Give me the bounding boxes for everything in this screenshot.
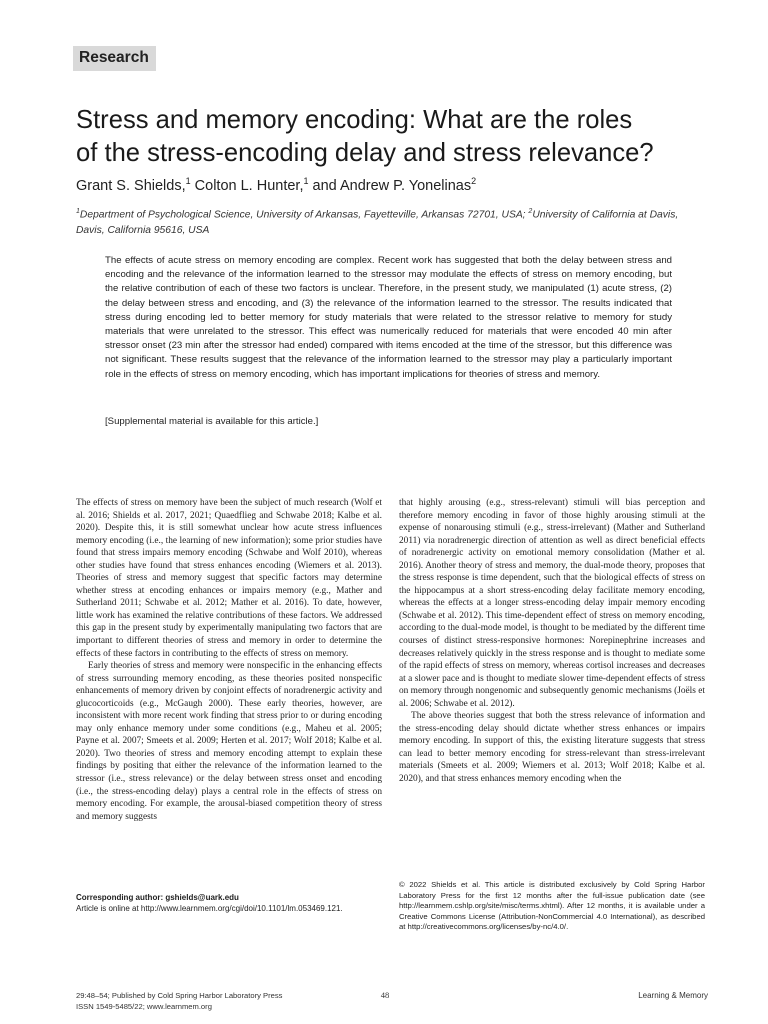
author-1: Grant S. Shields, [76,177,186,194]
author-2: Colton L. Hunter, [194,177,304,194]
affiliation-1: Department of Psychological Science, University of Arkansas, Fayetteville, Arkansas 72701, USA; [79,209,529,221]
title-line-2: of the stress-encoding delay and stress relevance? [76,139,654,167]
body-column-left [76,497,382,823]
body-paragraph: The above theories suggest that both the stress relevance of information and the stress-encoding delay should dictate whether stress enhances or impairs memory encoding. In support of this, the existing literature suggests that stress can lead to better memory encoding for stress-relevant than stress-irrelevant materials (Smeets et al. 2009; Wiemers et al. 2013; Wolf 2018; Kalbe et al. 2020), and that stress enhances memory encoding when the [399,711,705,785]
article-online-link: Article is online at http://www.learnmem.org/cgi/doi/10.1101/lm.053469.121. [76,904,343,913]
correspondence-block [76,892,396,914]
affiliation-1-mark: 1 [76,208,80,215]
abstract: The effects of acute stress on memory encoding are complex. Recent work has suggested that both the delay between stress and encoding and the relevance of the information learned to the stressor may modulate the effects of stress on memory encoding, but the relative contribution of each of these two factors is unclear. Therefore, in the present study, we manipulated (1) acute stress, (2) the delay between stress and encoding, and (3) the relevance of the information learned to the stressor. The results indicated that stress during encoding led to better memory for study materials that were related to the stressor relative to memory for study materials that were unrelated to the stressor. This effect was numerically reduced for materials that were encoded 40 min after stressor onset (23 min after the stressor had ended) compared with items encoded at the time of the stressor, but this difference was not significant. These results suggest that the relevance of the information learned to the stressor may play a particularly important role in the effects of stress on memory encoding, which has important implications for theories of stress and memory. [105,255,672,380]
body-column-right [399,497,705,786]
title-line-1: Stress and memory encoding: What are the roles [76,106,633,134]
affiliation-2-mark: 2 [528,208,533,215]
body-paragraph: The effects of stress on memory have been the subject of much research (Wolf et al. 2016; Shields et al. 2017, 2021; Quaedflieg and Schwabe 2018; Kalbe et al. 2020). Despite this, it is still somewhat unclear how acute stress influences memory encoding (i.e., the learning of new information); some prior studies have found that stress impairs memory encoding (Schwabe and Wolf 2010), whereas other studies have found that stress enhances encoding (Wiemers et al. 2013). Theories of stress and memory suggest that specific factors may determine whether stress at encoding enhances or impairs memory (e.g., Mather and Sutherland 2011; Schwabe et al. 2012; Mather et al. 2016). To date, however, little work has examined the relative contributions of these factors. We addressed this gap in the present study by experimentally manipulating two factors that are important to different theories of stress and memory in order to determine the effects of these factors in contributing to the effects of stress on memory. [76,498,382,659]
author-3: and Andrew P. Yonelinas [312,177,472,194]
license-notice: © 2022 Shields et al. This article is distributed exclusively by Cold Spring Harbor Laboratory Press for the first 12 months after the full-issue publication date (see http://learnmem.cshlp.org/site/misc/terms.xhtml). After 12 months, it is available under a Creative Commons License (Attribution-NonCommercial 4.0 International), as described at http://creativecommons.org/licenses/by-nc/4.0/. [399,880,705,931]
body-paragraph: Early theories of stress and memory were nonspecific in the enhancing effects of stress surrounding memory encoding, as these theories posited nonspecific enhancements of memory driven by conjoint effects of noradrenergic activity and glucocorticoids (e.g., McGaugh 2000). These early theories, however, are inconsistent with more recent work finding that stress prior to or during encoding may only enhance memory under some conditions (e.g., Maheu et al. 2005; Payne et al. 2007; Smeets et al. 2009; Herten et al. 2017; Wolf 2018; Kalbe et al. 2020). Two theories of stress and memory encoding attempt to explain these findings by positing that either the relevance of the information learned to the stressor (i.e., stress relevance) or the delay between stress onset and encoding (i.e., the stress-encoding delay) plays a central role in the effects of stress on memory encoding. For example, the arousal-biased competition theory of stress and memory suggests [76,661,382,822]
body-paragraph: that highly arousing (e.g., stress-relevant) stimuli will bias perception and therefore memory encoding in favor of those highly arousing stimuli at the expense of nonarousing stimuli (e.g., stress-irrelevant) (Mather and Sutherland 2011) via noradrenergic direction of attention as well as direct beneficial effects of noradrenergic activity on emotional memory consolidation (Mather et al. 2016). Another theory of stress and memory, the dual-mode theory, proposes that the stress response is time dependent, such that the biological effects of stress on the hippocampus at a short stress-encoding delay facilitate memory encoding, whereas the effects at a longer stress-encoding delay impair memory encoding (Schwabe et al. 2012). This time-dependent effect of stress on memory encoding, according to the dual-mode model, is thought to be mediated by the different time courses of distinct stress-responsive hormones: Norepinephrine increases and decreases relatively quickly in the stress response and is thought to mediate some of the rapid effects of stress on memory, whereas cortisol increases and decreases at a slower pace and is thought to mediate slower time-dependent effects of stress on memory through nongenomic and subsequently genomic mechanisms (Joëls et al. 2006; Schwabe et al. 2012). [399,498,706,709]
journal-name: Learning & Memory [638,991,708,1000]
author-3-affiliation-mark: 2 [471,176,477,186]
footer-line-1: 29:48–54; Published by Cold Spring Harbor Laboratory Press [76,991,283,1000]
supplemental-note: [Supplemental material is available for this article.] [105,416,319,427]
footer-line-2: ISSN 1549-5485/22; www.learnmem.org [76,1002,212,1011]
article-title [76,104,716,170]
affiliation-2: University of California at Davis, Davis, California 95616, USA [76,209,679,237]
affiliations [76,204,696,239]
page-number-text: 48 [380,990,390,1000]
corresponding-author: Corresponding author: gshields@uark.edu [76,893,239,902]
author-2-affiliation-mark: 1 [303,176,309,186]
section-label: Research [73,46,156,71]
author-1-affiliation-mark: 1 [185,176,191,186]
author-list [76,176,716,194]
